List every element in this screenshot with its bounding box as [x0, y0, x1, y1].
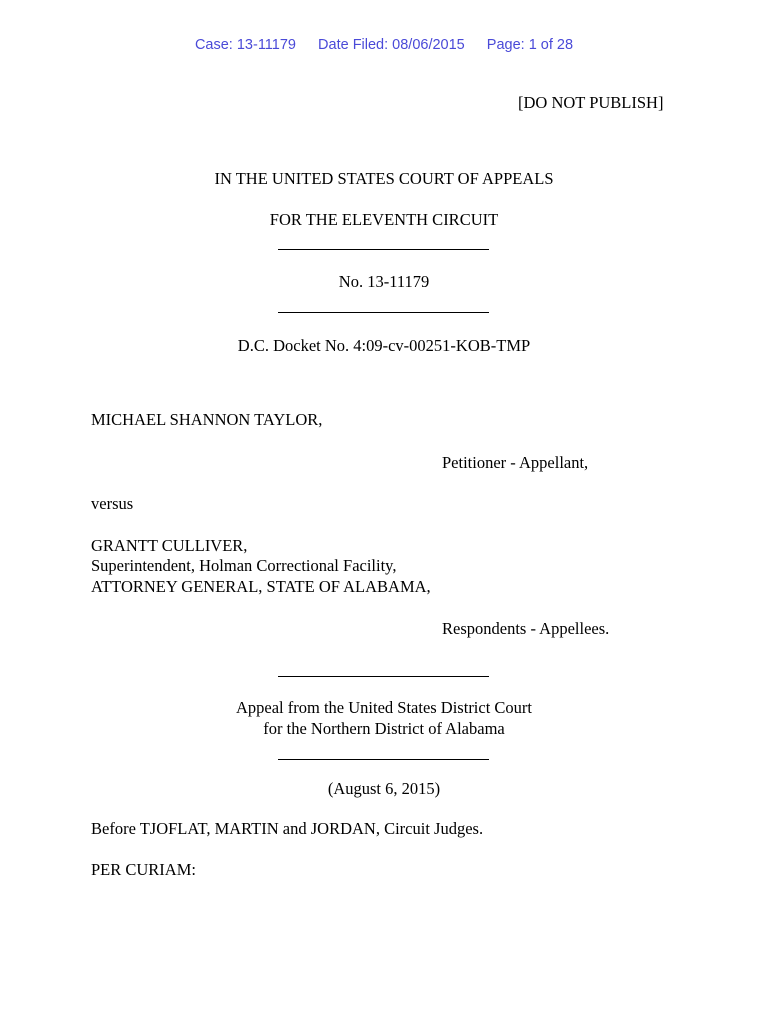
divider-rule	[278, 312, 489, 313]
respondent-role: Respondents - Appellees.	[442, 619, 610, 638]
decision-date: (August 6, 2015)	[327, 779, 441, 798]
petitioner-name: MICHAEL SHANNON TAYLOR,	[91, 410, 323, 429]
case-number-stamp: Case: 13-11179	[194, 37, 296, 53]
appeal-line1: Appeal from the United States District Court	[235, 698, 533, 717]
publish-note: [DO NOT PUBLISH]	[518, 93, 664, 112]
respondent-attorney-general: ATTORNEY GENERAL, STATE OF ALABAMA,	[91, 577, 431, 596]
docket-number: D.C. Docket No. 4:09-cv-00251-KOB-TMP	[237, 336, 531, 355]
court-title-line1: IN THE UNITED STATES COURT OF APPEALS	[214, 169, 554, 188]
panel-judges: Before TJOFLAT, MARTIN and JORDAN, Circuit Judges.	[91, 819, 484, 838]
court-title-line2: FOR THE ELEVENTH CIRCUIT	[269, 210, 499, 229]
respondent-name: GRANTT CULLIVER,	[91, 536, 248, 555]
page-count-stamp: Page: 1 of 28	[486, 37, 574, 53]
date-filed-stamp: Date Filed: 08/06/2015	[318, 37, 465, 53]
filing-stamp-header	[0, 37, 768, 53]
respondent-title: Superintendent, Holman Correctional Facility,	[91, 556, 397, 575]
versus-label: versus	[91, 494, 134, 513]
divider-rule	[278, 759, 489, 760]
appeal-line2: for the Northern District of Alabama	[263, 719, 505, 738]
divider-rule	[278, 676, 489, 677]
case-number: No. 13-11179	[338, 272, 430, 291]
per-curiam-heading: PER CURIAM:	[91, 860, 196, 879]
divider-rule	[278, 249, 489, 250]
petitioner-role: Petitioner - Appellant,	[442, 453, 589, 472]
